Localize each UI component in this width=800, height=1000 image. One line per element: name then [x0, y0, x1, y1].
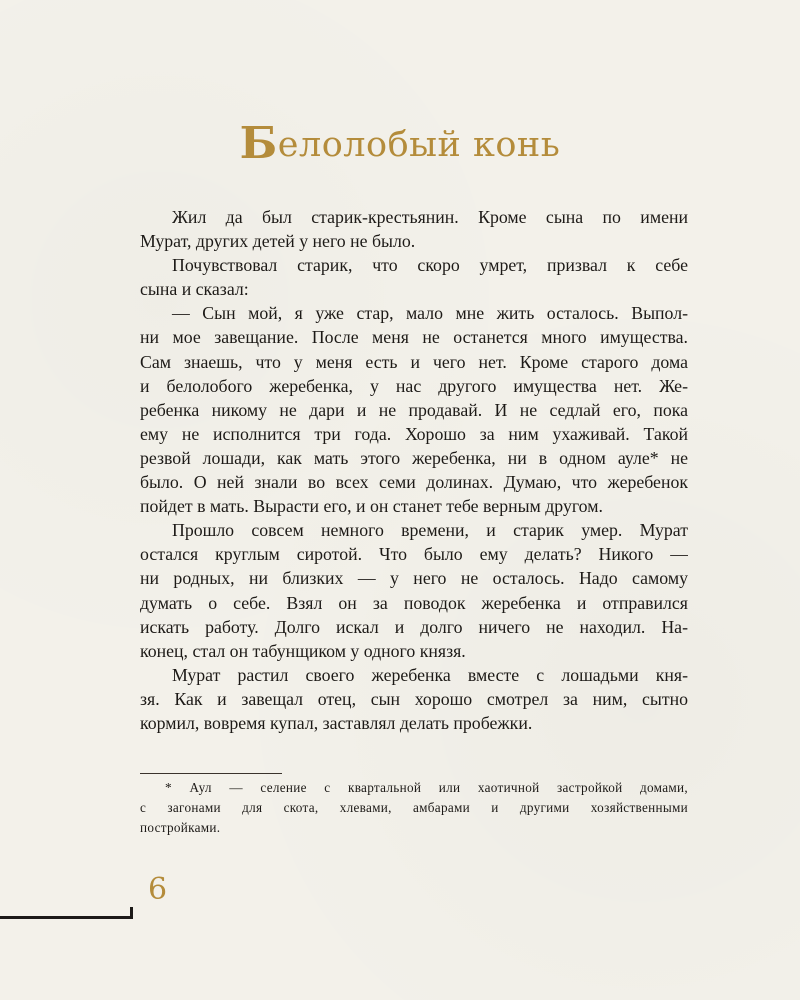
text-line: резвой лошади, как мать этого жеребенка, ни в одном ауле* не — [140, 447, 688, 468]
text-line: Сам знаешь, что у меня есть и чего нет. Кроме старого дома — [140, 351, 688, 372]
text-line: — Сын мой, я уже стар, мало мне жить осталось. Выпол- — [172, 303, 688, 324]
footnote-divider — [140, 773, 282, 774]
chapter-title — [0, 118, 800, 169]
text-line: Мурат, других детей у него не было. — [140, 231, 416, 252]
page-edge-tick — [130, 907, 133, 919]
text-line: думать о себе. Взял он за поводок жеребенка и отправился — [140, 592, 688, 613]
chapter-title-rest: елолобый конь — [277, 125, 561, 165]
text-line: остался круглым сиротой. Что было ему делать? Никого — — [140, 544, 688, 565]
page-number: 6 — [148, 872, 168, 907]
footnote-line: с загонами для скота, хлевами, амбарами и другими хозяйственными — [140, 800, 688, 815]
text-line: и белолобого жеребенка, у нас другого имущества нет. Же- — [140, 375, 688, 396]
text-line: Почувствовал старик, что скоро умрет, призвал к себе — [172, 255, 688, 276]
text-line: зя. Как и завещал отец, сын хорошо смотрел за ним, сытно — [140, 688, 688, 709]
text-line: Жил да был старик-крестьянин. Кроме сына по имени — [172, 207, 688, 227]
text-line: искать работу. Долго искал и долго ничего не находил. На- — [140, 616, 688, 637]
footnote-line: * Аул — селение с квартальной или хаотичной застройкой домами, — [165, 780, 688, 795]
text-line: ни родных, ни близких — у него не осталось. Надо самому — [140, 568, 688, 589]
footnote-line: постройками. — [140, 820, 221, 835]
text-line: Прошло совсем немного времени, и старик умер. Мурат — [172, 520, 688, 541]
text-line: Мурат растил своего жеребенка вместе с лошадьми кня- — [172, 664, 688, 685]
text-line: ребенка никому не дари и не продавай. И не седлай его, пока — [140, 399, 688, 420]
text-line: кормил, вовремя купал, заставлял делать пробежки. — [140, 712, 533, 733]
text-line: пойдет в мать. Вырасти его, и он станет тебе верным другом. — [140, 496, 603, 517]
text-line: было. О ней знали во всех семи долинах. Думаю, что жеребенок — [140, 472, 688, 493]
text-line: конец, стал он табунщиком у одного князя. — [140, 640, 466, 661]
text-line: сына и сказал: — [140, 279, 249, 300]
text-line: ни мое завещание. После меня не останется много имущества. — [140, 327, 688, 348]
chapter-title-dropcap: Б — [239, 118, 278, 169]
page-edge-line — [0, 916, 132, 919]
text-line: ему не исполнится три года. Хорошо за ним ухаживай. Такой — [140, 423, 688, 444]
footnote — [140, 778, 688, 838]
body-text — [140, 205, 688, 735]
